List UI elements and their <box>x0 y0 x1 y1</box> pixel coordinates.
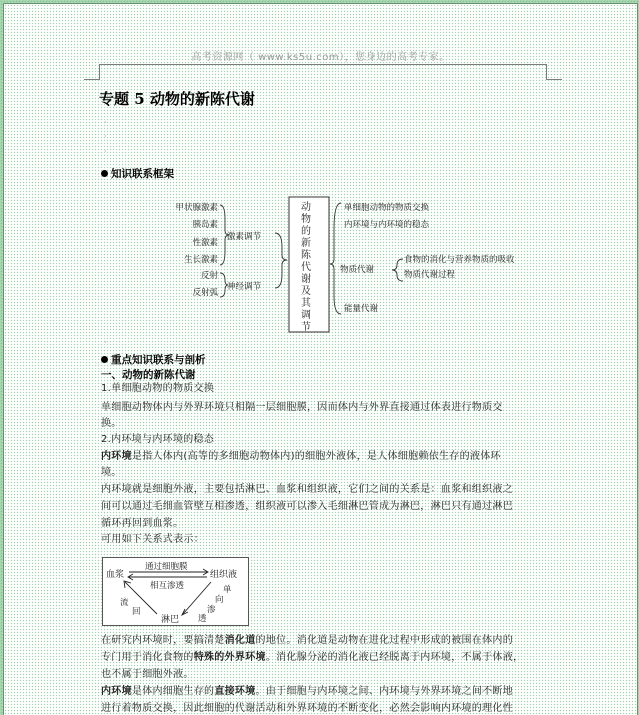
body-line: 单细胞动物体内与外界环境只相隔一层细胞膜，因而体内与外界直接通过体表进行物质交 <box>101 402 503 413</box>
plasma-label: 血浆 <box>106 570 125 580</box>
svg-text:向: 向 <box>215 595 224 605</box>
sub-item: 物质代谢过程 <box>404 270 456 280</box>
right-item: 内环境与内环境的稳态 <box>344 220 430 230</box>
page-title: 专题 5 动物的新陈代谢 <box>99 90 255 108</box>
item-title: 2.内环境与内环境的稳态 <box>101 434 215 445</box>
svg-text:单: 单 <box>223 585 232 595</box>
sub-heading: 一、动物的新陈代谢 <box>101 369 196 381</box>
term: 内环境 <box>101 451 132 462</box>
center-box-label: 动 物 的 新 陈 代 谢 及 其 调 节 <box>301 202 311 333</box>
left-item: 胰岛素 <box>192 220 218 230</box>
svg-text:流: 流 <box>120 598 129 608</box>
body-line: 循环再回到血浆。 <box>101 518 184 529</box>
mutual-osmosis-label: 相互渗透 <box>150 581 185 591</box>
right-item: 能量代谢 <box>344 304 379 314</box>
body-line: 也不属于细胞外液。 <box>101 669 194 680</box>
body-line: 换。 <box>101 418 122 429</box>
body-line: 进行着物质交换，因此细胞的代谢活动和外界环境的不断变化，必然会影响内环境的理化性 <box>101 703 513 714</box>
body-line: 内环境是体内细胞生存的直接环境。由于细胞与内环境之间、内环境与外界环境之间不断地 <box>101 686 514 697</box>
section-heading: 重点知识联系与剖析 <box>101 352 206 367</box>
svg-text:透: 透 <box>198 614 207 624</box>
body-line: 境。 <box>101 467 122 478</box>
left-item: 反射 <box>200 271 218 281</box>
section-heading: 知识联系框架 <box>101 166 174 181</box>
document-page <box>3 3 638 715</box>
sub-brace <box>392 259 403 281</box>
tissue-fluid-label: 组织液 <box>210 570 238 580</box>
body-line: 可用如下关系式表示： <box>101 534 204 545</box>
left-item: 性激素 <box>192 238 218 248</box>
right-item: 物质代谢 <box>340 265 375 275</box>
page-header: 高考资源网（ www.ks5u.com），您身边的高考专家。 <box>191 52 450 63</box>
mid-item: 激素调节 <box>227 232 262 242</box>
mid-brace <box>275 233 287 288</box>
left-item: 生长激素 <box>183 255 218 265</box>
through-membrane-label: 通过细胞膜 <box>145 562 188 572</box>
body-line: 内环境就是细胞外液，主要包括淋巴、血浆和组织液，它们之间的关系是：血浆和组织液之 <box>101 484 513 495</box>
item-title: 1.单细胞动物的物质交换 <box>101 383 215 394</box>
right-item: 单细胞动物的物质交换 <box>344 203 430 213</box>
svg-text:渗: 渗 <box>207 605 216 615</box>
bullet-icon <box>101 356 108 363</box>
right-brace <box>330 203 341 314</box>
mid-item: 神经调节 <box>227 282 262 292</box>
paragraph-mark: · <box>104 118 107 127</box>
paragraph-mark: · <box>104 147 107 156</box>
body-line: 在研究内环境时，要搞清楚消化道的地位。消化道是动物在进化过程中形成的被围在体内的 <box>101 635 514 646</box>
left-item: 反射弧 <box>192 288 218 298</box>
fluid-relation-diagram <box>102 557 249 626</box>
body-line: 专门用于消化食物的特殊的外界环境。消化腺分泌的消化液已经脱离于内环境，不属于体液， <box>101 652 524 663</box>
sub-item: 食物的消化与营养物质的吸收 <box>404 255 515 265</box>
left-item: 甲状腺激素 <box>175 203 218 213</box>
lymph-label: 淋巴 <box>161 615 180 625</box>
paragraph-mark: · <box>104 132 107 141</box>
knowledge-framework-diagram <box>4 4 637 715</box>
paragraph-mark: · <box>104 338 107 347</box>
body-line: 间可以通过毛细血管壁互相渗透，组织液可以渗入毛细淋巴管成为淋巴，淋巴只有通过淋巴 <box>101 501 513 512</box>
svg-text:回: 回 <box>132 607 141 617</box>
definition-line: 内环境是指人体内(高等的多细胞动物体内)的细胞外液体，是人体细胞赖依生存的液体环 <box>101 451 501 462</box>
